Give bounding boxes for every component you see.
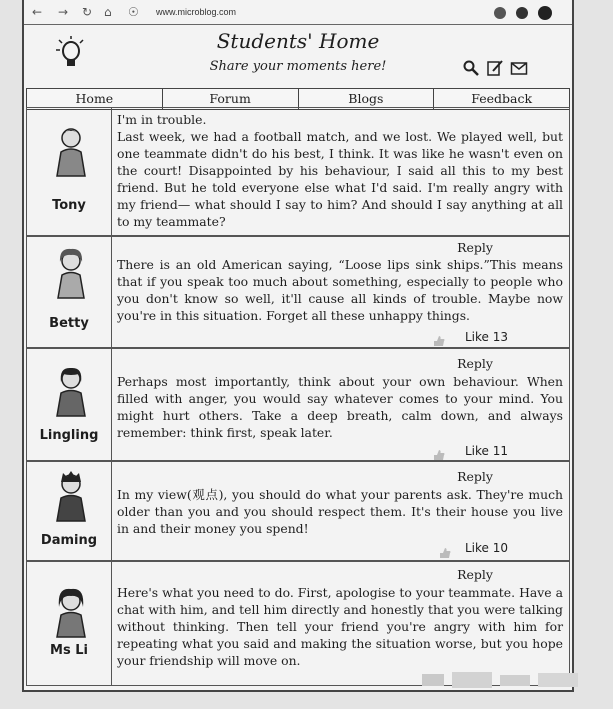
post-text: I'm in trouble. Last week, we had a football match, and we lost. We played well, but one teammate didn't do his best, I think. It was like he wasn't even on the court! Disappointed by his behaviour, I said all this to my best friend. But he told everyone else what I'd said. I'm really angry with my friend— what should I say to him? And should I say anything at all to my teammate?: [117, 112, 563, 229]
mail-icon[interactable]: [510, 59, 528, 77]
avatar-daming: [49, 469, 93, 523]
avatar-betty: [49, 246, 93, 300]
like-count[interactable]: Like 11: [464, 444, 508, 458]
scan-artifact: [422, 672, 602, 688]
reply-post: [26, 460, 570, 562]
post-content: [117, 108, 563, 230]
site-title: Students' Home: [216, 29, 380, 53]
extension-icon[interactable]: [538, 6, 552, 20]
avatar-ms-li: [49, 585, 93, 639]
nav-forum[interactable]: Forum: [163, 89, 299, 109]
reply-link[interactable]: Reply: [457, 356, 493, 371]
reply-content: [117, 461, 563, 555]
reply-post: [26, 347, 570, 462]
like-icon[interactable]: [433, 446, 445, 458]
username[interactable]: Betty: [49, 316, 89, 331]
nav-home[interactable]: Home: [27, 89, 163, 109]
like-icon[interactable]: [439, 544, 451, 556]
reply-author: [27, 348, 112, 461]
home-icon[interactable]: ⌂: [104, 5, 112, 19]
reply-post: [26, 235, 570, 349]
forum-post: [26, 107, 570, 237]
site-header: [24, 24, 572, 87]
avatar-tony: [49, 124, 93, 178]
edit-icon[interactable]: [486, 59, 504, 77]
reply-content: [117, 348, 563, 458]
reply-text: There is an old American saying, “Loose lips sink ships.”This means that if you speak too much about something, especially to people who you don't know so well, it'll cause all kinds of trouble. Maybe now you're in this situation. Forget all these unhappy things.: [117, 257, 563, 323]
header-icons: [462, 59, 532, 79]
browser-page: [22, 0, 574, 692]
reply-text: In my view(观点), you should do what your parents ask. They're much older than you and you should respect them. It's their house you live in and their money you spend!: [117, 487, 563, 536]
reply-author: [27, 561, 112, 685]
reply-link[interactable]: Reply: [457, 240, 493, 255]
reply-author: [27, 461, 112, 561]
avatar-lingling: [49, 364, 93, 418]
like-count[interactable]: Like 13: [464, 330, 508, 344]
username[interactable]: Daming: [40, 533, 98, 548]
site-subtitle: Share your moments here!: [209, 59, 387, 74]
reply-content: [117, 561, 563, 669]
reply-text: Perhaps most importantly, think about your own behaviour. When filled with anger, you would say whatever comes to your mind. You might hurt others. Take a deep breath, calm down, and always remember: think first, speak later.: [117, 374, 563, 440]
browser-toolbar: [24, 2, 572, 24]
post-author: [27, 108, 112, 236]
username[interactable]: Lingling: [39, 428, 99, 443]
globe-icon: ☉: [128, 5, 139, 19]
extension-icon[interactable]: [516, 7, 528, 19]
reply-post: [26, 560, 570, 686]
like-count[interactable]: Like 10: [464, 541, 508, 555]
username[interactable]: Tony: [52, 198, 86, 213]
search-icon[interactable]: [462, 59, 480, 77]
back-icon[interactable]: ←: [32, 5, 43, 19]
reply-text: Here's what you need to do. First, apologise to your teammate. Have a chat with him, and tell him directly and honestly that you were talking without thinking. Then tell your friend you're angry with him for repeating what you said and making the situation worse, but you hope your friendship will move on.: [117, 585, 563, 668]
like-icon[interactable]: [433, 332, 445, 344]
reply-author: [27, 236, 112, 348]
extension-icon[interactable]: [494, 7, 506, 19]
nav-blogs[interactable]: Blogs: [299, 89, 435, 109]
reply-content: [117, 236, 563, 344]
reply-link[interactable]: Reply: [457, 567, 493, 582]
nav-feedback[interactable]: Feedback: [471, 91, 533, 106]
address-bar[interactable]: www.microblog.com: [156, 7, 237, 17]
forward-icon[interactable]: →: [58, 5, 69, 19]
username[interactable]: Ms Li: [50, 643, 88, 658]
refresh-icon[interactable]: ↻: [82, 5, 93, 19]
reply-link[interactable]: Reply: [457, 469, 493, 484]
browser-extension-icons: [486, 5, 566, 21]
